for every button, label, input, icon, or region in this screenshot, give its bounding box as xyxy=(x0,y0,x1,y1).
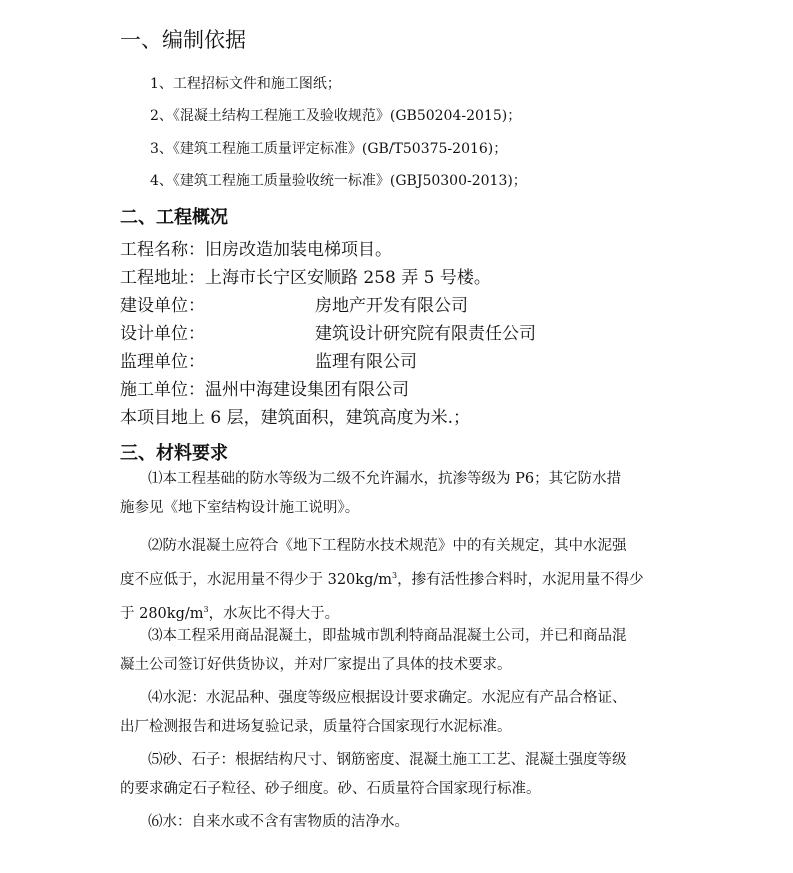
designer-row xyxy=(120,319,536,344)
material-paragraph-5 xyxy=(120,746,680,804)
p2-line-1: ⑵防水混凝土应符合《地下工程防水技术规范》中的有关规定，其中水泥强 xyxy=(148,538,627,554)
p3-line-1: ⑶本工程采用商品混凝土，即盐城市凯利特商品混凝土公司，并已和商品混 xyxy=(148,628,627,644)
p4-line-2: 出厂检测报告和进场复验记录，质量符合国家现行水泥标准。 xyxy=(120,719,512,735)
section-1-heading: 一、编制依据 xyxy=(120,28,246,52)
reference-item-4: 4、《建筑工程施工质量验收统一标准》(GBJ50300-2013)； xyxy=(150,173,527,189)
builder-value: 房地产开发有限公司 xyxy=(315,296,468,316)
reference-item-2: 2、《混凝土结构工程施工及验收规范》(GB50204-2015)； xyxy=(150,108,522,124)
p1-line-2: 施参见《地下室结构设计施工说明》。 xyxy=(120,500,360,516)
supervisor-value: 监理有限公司 xyxy=(315,352,417,372)
p2-cubic-sup-2: 3 xyxy=(203,605,209,614)
reference-item-3: 3、《建筑工程施工质量评定标准》(GB/T50375-2016)； xyxy=(150,141,508,157)
designer-label: 设计单位： xyxy=(120,324,205,344)
material-paragraph-1 xyxy=(120,465,680,523)
section-2-heading: 二、工程概况 xyxy=(120,207,228,228)
p1-line-1: ⑴本工程基础的防水等级为二级不允许漏水，抗渗等级为 P6；其它防水措 xyxy=(148,471,622,487)
p2-line-2 xyxy=(120,561,680,595)
material-paragraph-2 xyxy=(120,532,680,629)
p2-line-2b: ，掺有活性掺合料时，水泥用量不得少 xyxy=(397,572,644,588)
p3-line-2: 凝土公司签订好供货协议，并对厂家提出了具体的技术要求。 xyxy=(120,657,512,673)
p6-line-1: ⑹水：自来水或不含有害物质的洁净水。 xyxy=(148,814,409,830)
p2-line-3b: ，水灰比不得大于。 xyxy=(208,606,340,622)
project-summary-line: 本项目地上 6 层，建筑面积，建筑高度为米.； xyxy=(120,408,471,428)
p2-line-3a: 于 280kg/m xyxy=(120,606,204,622)
p5-line-1: ⑸砂、石子：根据结构尺寸、钢筋密度、混凝土施工工艺、混凝土强度等级 xyxy=(148,752,627,768)
p2-line-2a: 度不应低于，水泥用量不得少于 320kg/m xyxy=(120,572,392,588)
designer-value: 建筑设计研究院有限责任公司 xyxy=(315,324,536,344)
project-name-line: 工程名称：旧房改造加装电梯项目。 xyxy=(120,240,392,260)
constructor-line: 施工单位：温州中海建设集团有限公司 xyxy=(120,380,409,400)
reference-item-1: 1、工程招标文件和施工图纸； xyxy=(150,76,341,92)
material-paragraph-3 xyxy=(120,622,680,680)
p2-cubic-sup-1: 3 xyxy=(392,571,398,580)
section-3-heading: 三、材料要求 xyxy=(120,443,228,464)
material-paragraph-6 xyxy=(120,808,680,837)
supervisor-label: 监理单位： xyxy=(120,352,205,372)
p4-line-1: ⑷水泥：水泥品种、强度等级应根据设计要求确定。水泥应有产品合格证、 xyxy=(148,690,627,706)
p5-line-2: 的要求确定石子粒径、砂子细度。砂、石质量符合国家现行标准。 xyxy=(120,781,541,797)
builder-row xyxy=(120,291,468,316)
supervisor-row xyxy=(120,347,417,372)
project-address-line: 工程地址：上海市长宁区安顺路 258 弄 5 号楼。 xyxy=(120,268,491,288)
builder-label: 建设单位： xyxy=(120,296,205,316)
material-paragraph-4 xyxy=(120,684,680,742)
